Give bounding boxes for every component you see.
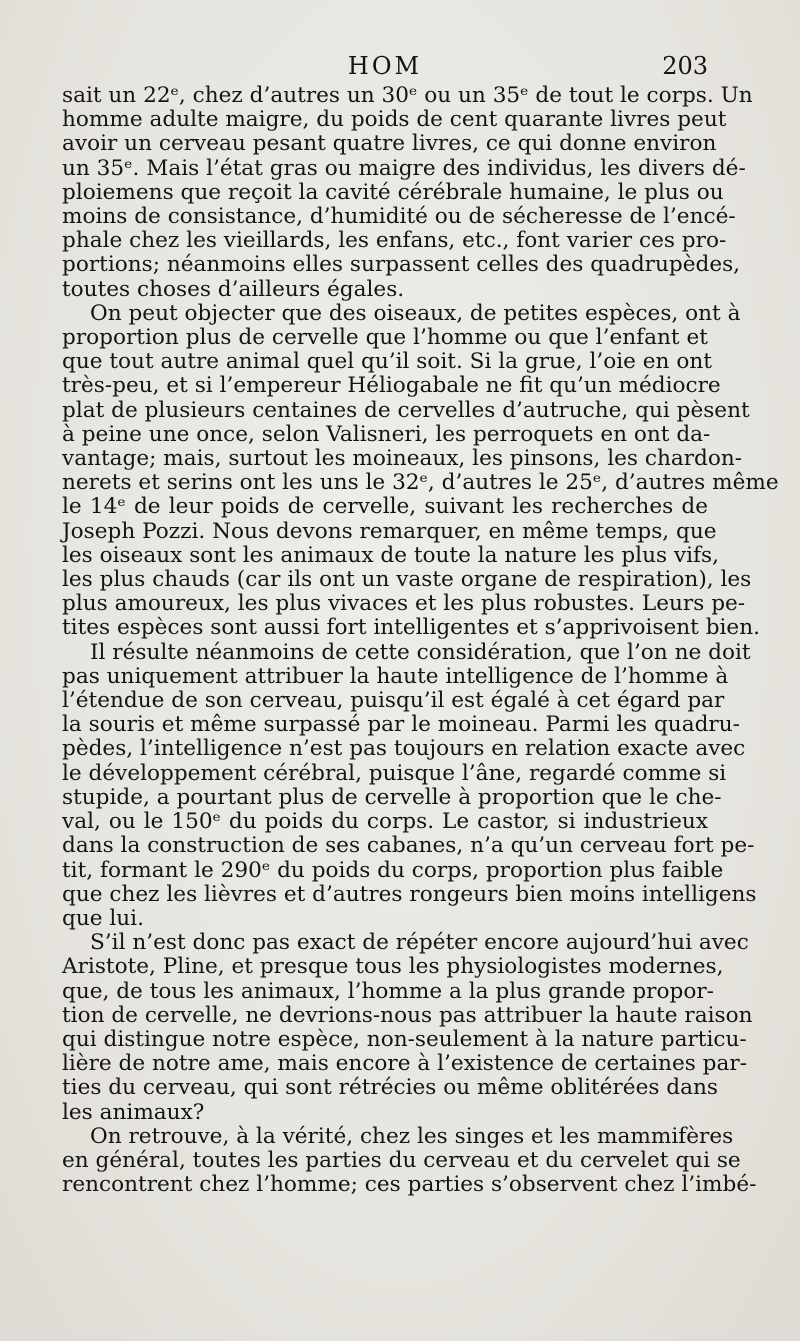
text-line: la souris et même surpassé par le moineau. Parmi les quadru- [62,712,740,738]
text-line: Joseph Pozzi. Nous devons remarquer, en même temps, que [62,518,717,544]
text-line: le 14ᵉ de leur poids de cervelle, suivant les recherches de [62,494,708,520]
text-line: val, ou le 150ᵉ du poids du corps. Le castor, si industrieux [62,809,708,835]
paragraph-4 [62,930,753,1125]
text-line: un 35ᵉ. Mais l’état gras ou maigre des individus, les divers dé- [62,155,746,181]
paragraph-5 [62,1123,757,1198]
paragraph-2 [62,300,779,641]
text-line: pas uniquement attribuer la haute intelligence de l’homme à [62,663,729,689]
text-line: S’il n’est donc pas exact de répéter encore aujourd’hui avec [90,930,749,956]
text-line: proportion plus de cervelle que l’homme ou que l’enfant et [62,325,708,351]
text-line: qui distingue notre espèce, non-seulement à la nature particu- [62,1026,747,1052]
text-line: les animaux? [62,1099,205,1125]
text-line: les plus chauds (car ils ont un vaste organe de respiration), les [62,567,752,593]
paragraph-3 [62,639,757,931]
text-line: à peine une once, selon Valisneri, les perroquets en ont da- [62,421,711,447]
text-line: tites espèces sont aussi fort intelligentes et s’apprivoisent bien. [62,615,760,641]
paragraph-1 [62,83,753,302]
text-line: tion de cervelle, ne devrions-nous pas attribuer la haute raison [62,1002,753,1028]
text-line: ties du cerveau, qui sont rétrécies ou même oblitérées dans [62,1075,718,1101]
text-line: portions; néanmoins elles surpassent celles des quadrupèdes, [62,252,741,278]
running-head: HOM [347,52,423,80]
text-line: le développement cérébral, puisque l’âne, regardé comme si [62,760,727,786]
text-line: plus amoureux, les plus vivaces et les plus robustes. Leurs pe- [62,591,746,617]
text-line: rencontrent chez l’homme; ces parties s’observent chez l’imbé- [62,1172,757,1198]
text-line: très-peu, et si l’empereur Héliogabale ne fit qu’un médiocre [62,373,721,399]
text-line: stupide, a pourtant plus de cervelle à proportion que le che- [62,784,722,810]
text-line: ploiemens que reçoit la cavité cérébrale humaine, le plus ou [62,179,724,205]
page-header [62,52,708,84]
text-line: homme adulte maigre, du poids de cent quarante livres peut [62,107,727,133]
body-text [62,83,779,1198]
text-line: plat de plusieurs centaines de cervelles d’autruche, qui pèsent [62,397,750,423]
text-line: que tout autre animal quel qu’il soit. Si la grue, l’oie en ont [62,349,712,375]
text-line: On retrouve, à la vérité, chez les singes et les mammifères [90,1123,734,1149]
text-line: l’étendue de son cerveau, puisqu’il est égalé à cet égard par [62,688,725,714]
text-line: que chez les lièvres et d’autres rongeurs bien moins intelligens [62,881,757,907]
text-line: phale chez les vieillards, les enfans, etc., font varier ces pro- [62,228,727,254]
text-line: Il résulte néanmoins de cette considération, que l’on ne doit [90,639,751,665]
text-line: en général, toutes les parties du cerveau et du cervelet qui se [62,1147,741,1173]
text-line: pèdes, l’intelligence n’est pas toujours en relation exacte avec [62,736,746,762]
text-line: lière de notre ame, mais encore à l’existence de certaines par- [62,1051,748,1077]
text-line: les oiseaux sont les animaux de toute la nature les plus vifs, [62,542,719,568]
text-line: moins de consistance, d’humidité ou de sécheresse de l’encé- [62,204,736,230]
text-line: nerets et serins ont les uns le 32ᵉ, d’autres le 25ᵉ, d’autres même [62,470,779,496]
text-line: tit, formant le 290ᵉ du poids du corps, proportion plus faible [62,857,724,883]
text-line: dans la construction de ses cabanes, n’a qu’un cerveau fort pe- [62,833,755,859]
text-line: que lui. [62,905,144,931]
text-line: toutes choses d’ailleurs égales. [62,276,405,302]
text-line: vantage; mais, surtout les moineaux, les pinsons, les chardon- [62,446,743,472]
text-line: Aristote, Pline, et presque tous les physiologistes modernes, [62,954,724,980]
text-line: que, de tous les animaux, l’homme a la plus grande propor- [62,978,714,1004]
text-line: sait un 22ᵉ, chez d’autres un 30ᵉ ou un 35ᵉ de tout le corps. Un [62,83,753,108]
text-line: avoir un cerveau pesant quatre livres, ce qui donne environ [62,131,717,157]
page-number: 203 [662,52,708,80]
text-line: On peut objecter que des oiseaux, de petites espèces, ont à [90,300,741,326]
